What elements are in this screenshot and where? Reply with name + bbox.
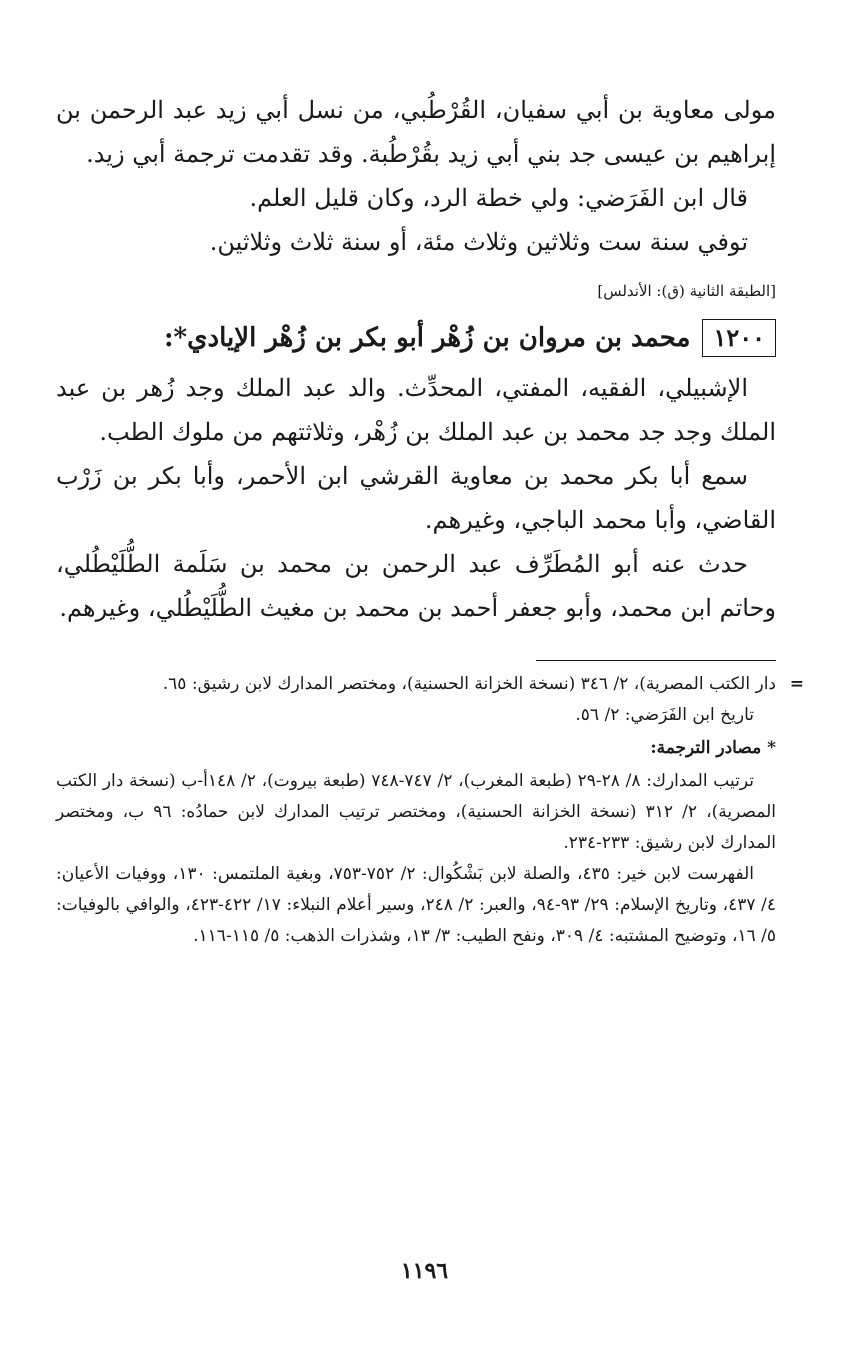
entry-paragraph-3: حدث عنه أبو المُطَرِّف عبد الرحمن بن محمد بن سَلَمة الطُّلَيْطُلي، وحاتم ابن محمد، وأبو جعفر أحمد بن محمد بن مغيث الطُّلَيْطُلي، وغيرهم. (56, 550, 776, 622)
entry-number: ١٢٠٠ (702, 319, 776, 357)
body-paragraph-2: قال ابن الفَرَضي: ولي خطة الرد، وكان قليل العلم. (249, 184, 748, 212)
footnotes (56, 669, 804, 952)
footnote-continuation (56, 669, 804, 731)
sources-heading: * مصادر الترجمة: (650, 738, 776, 758)
entry-title: محمد بن مروان بن زُهْر أبو بكر بن زُهْر الإيادي*: (163, 323, 691, 353)
page-number: ١١٩٦ (400, 1258, 449, 1284)
section-tag: [الطبقة الثانية (ق): الأندلس] (597, 282, 776, 300)
body-paragraph-3: توفي سنة ست وثلاثين وثلاث مئة، أو سنة ثلاث وثلاثين. (209, 228, 748, 256)
footnote-continuation-line-2: تاريخ ابن الفَرَضي: ٢/ ٥٦. (575, 705, 754, 725)
sources-paragraph-1: ترتيب المدارك: ٨/ ٢٨-٢٩ (طبعة المغرب)، ٢/ ٧٤٧-٧٤٨ (طبعة بيروت)، ٢/ ١٤٨أ-ب (نسخة دار الكتب المصرية)، ٢/ ٣١٢ (نسخة الخزانة الحسنية)، ومختصر ترتيب المدارك لابن حمادُه: ٩٦ ب، ومختصر المدارك لابن رشيق: ٢٣٣-٢٣٤. (56, 771, 776, 853)
entry-paragraph-2: سمع أبا بكر محمد بن معاوية القرشي ابن الأحمر، وأبا بكر بن زَرْب القاضي، وأبا محمد الباجي، وغيرهم. (56, 462, 776, 534)
footnote-continuation-line: دار الكتب المصرية)، ٢/ ٣٤٦ (نسخة الخزانة الحسنية)، ومختصر المدارك لابن رشيق: ٦٥. (162, 674, 776, 694)
body-paragraph-1: مولى معاوية بن أبي سفيان، القُرْطُبي، من نسل أبي زيد عبد الرحمن بن إبراهيم بن عيسى جد بني أبي زيد بقُرْطُبة. وقد تقدمت ترجمة أبي زيد. (56, 96, 776, 168)
sources-paragraph-2: الفهرست لابن خير: ٤٣٥، والصلة لابن بَشْكُوال: ٢/ ٧٥٢-٧٥٣، وبغية الملتمس: ١٣٠، ووفيات الأعيان: ٤/ ٤٣٧، وتاريخ الإسلام: ٢٩/ ٩٣-٩٤، والعبر: ٢/ ٢٤٨، وسير أعلام النبلاء: ١٧/ ٤٢٢-٤٢٣، والوافي بالوفيات: ٥/ ١٦، وتوضيح المشتبه: ٤/ ٣٠٩، ونفح الطيب: ٣/ ١٣، وشذرات الذهب: ٥/ ١١٥-١١٦. (56, 864, 777, 946)
entry-heading (56, 314, 776, 362)
footnote-divider (536, 660, 776, 661)
document-page (56, 88, 804, 952)
entry-paragraph-1: الإشبيلي، الفقيه، المفتي، المحدِّث. والد عبد الملك وجد زُهر بن عبد الملك وجد جد محمد بن عبد الملك بن زُهْر، وثلاثتهم من ملوك الطب. (56, 374, 776, 446)
continuation-mark: = (789, 674, 804, 694)
